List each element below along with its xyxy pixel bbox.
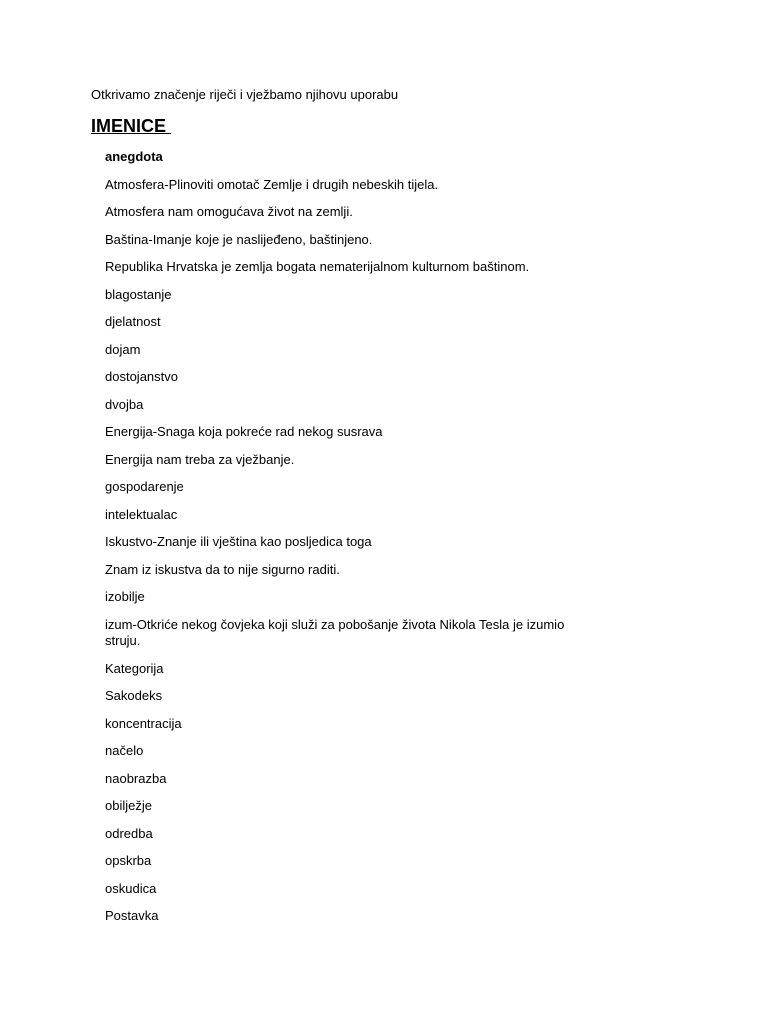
vocabulary-list bbox=[105, 149, 585, 936]
vocabulary-entry: Znam iz iskustva da to nije sigurno raditi. bbox=[105, 561, 340, 577]
vocabulary-entry: Kategorija bbox=[105, 660, 164, 676]
vocabulary-entry: odredba bbox=[105, 825, 153, 841]
vocabulary-entry: naobrazba bbox=[105, 770, 167, 786]
vocabulary-entry: Energija nam treba za vježbanje. bbox=[105, 451, 295, 467]
vocabulary-entry: gospodarenje bbox=[105, 479, 184, 494]
vocabulary-entry: Energija-Snaga koja pokreće rad nekog susrava bbox=[105, 424, 383, 439]
vocabulary-entry: intelektualac bbox=[105, 506, 178, 522]
vocabulary-entry: izum-Otkriće nekog čovjeka koji služi za pobošanje života Nikola Tesla je izumio struju. bbox=[105, 616, 565, 648]
vocabulary-entry: opskrba bbox=[105, 853, 152, 868]
vocabulary-entry: dostojanstvo bbox=[105, 369, 178, 384]
vocabulary-entry: izobilje bbox=[105, 589, 145, 604]
vocabulary-entry: Sakodeks bbox=[105, 688, 163, 703]
vocabulary-entry: načelo bbox=[105, 743, 144, 758]
vocabulary-entry: blagostanje bbox=[105, 286, 172, 302]
vocabulary-entry: Baština-Imanje koje je naslijeđeno, baštinjeno. bbox=[105, 231, 373, 247]
vocabulary-entry: Republika Hrvatska je zemlja bogata nematerijalnom kulturnom baštinom. bbox=[105, 259, 530, 274]
vocabulary-entry: dvojba bbox=[105, 396, 144, 412]
vocabulary-entry: koncentracija bbox=[105, 715, 182, 731]
vocabulary-entry: obilježje bbox=[105, 798, 152, 813]
vocabulary-entry: djelatnost bbox=[105, 314, 161, 329]
vocabulary-entry: Atmosfera-Plinoviti omotač Zemlje i drugih nebeskih tijela. bbox=[105, 176, 439, 192]
vocabulary-entry: anegdota bbox=[105, 149, 163, 164]
vocabulary-entry: Atmosfera nam omogućava život na zemlji. bbox=[105, 204, 353, 219]
vocabulary-entry: dojam bbox=[105, 341, 141, 357]
document-subtitle: Otkrivamo značenje riječi i vježbamo njihovu uporabu bbox=[91, 87, 399, 102]
vocabulary-entry: Postavka bbox=[105, 908, 159, 923]
section-heading: IMENICE bbox=[91, 116, 172, 136]
vocabulary-entry: Iskustvo-Znanje ili vještina kao posljedica toga bbox=[105, 534, 372, 549]
vocabulary-entry: oskudica bbox=[105, 880, 157, 896]
